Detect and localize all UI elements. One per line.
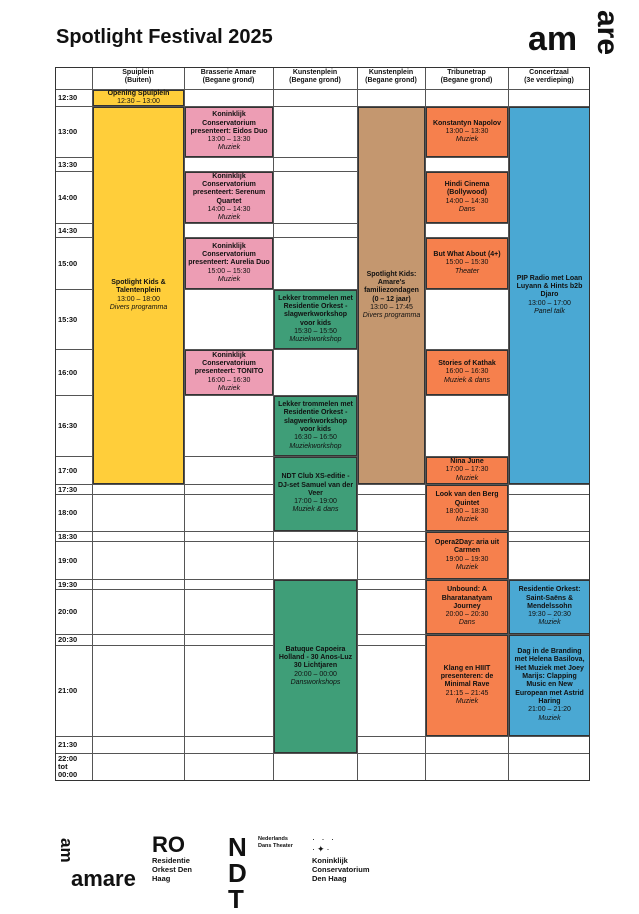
event-block xyxy=(185,107,273,157)
event-category: Muziek xyxy=(455,474,479,482)
event-time: 13:00 – 18:00 xyxy=(117,295,160,303)
page-title: Spotlight Festival 2025 xyxy=(56,26,273,48)
time-label: 15:00 xyxy=(58,258,78,268)
event-block xyxy=(426,238,508,289)
event-category: Muziek xyxy=(217,384,241,392)
event-category: Muziek xyxy=(455,516,479,524)
column-header-location: (Buiten) xyxy=(124,77,152,84)
column-header-name: Tribunetrap xyxy=(447,69,486,76)
event-block xyxy=(426,532,508,579)
column-header xyxy=(273,69,357,89)
event-time: 18:00 – 18:30 xyxy=(445,508,489,515)
time-label: 18:30 xyxy=(58,531,78,541)
event-category: Muziekworkshop xyxy=(289,336,342,344)
column-header xyxy=(92,69,184,89)
event-time: 20:00 – 00:00 xyxy=(294,670,337,678)
event-time: 21:15 – 21:45 xyxy=(445,689,489,697)
ndt-text: Nederlands Dans Theater xyxy=(258,836,293,849)
event-time: 19:00 – 19:30 xyxy=(445,555,489,563)
column-header-name: Spuiplein xyxy=(122,69,154,76)
event-time: 15:00 – 15:30 xyxy=(207,267,251,275)
event-title: Konstantyn Napolov xyxy=(432,119,502,127)
event-title: PIP Radio met Loan Luyann & Hints b2b Djaro xyxy=(516,274,583,299)
event-block xyxy=(274,290,357,349)
event-time: 16:00 – 16:30 xyxy=(207,376,251,384)
event-block xyxy=(185,238,273,289)
event-category: Muziek xyxy=(455,563,479,571)
event-time: 13:00 – 17:00 xyxy=(528,299,571,307)
time-label: 16:00 xyxy=(58,367,78,377)
event-title: Nina June xyxy=(450,458,484,466)
time-label: 12:30 xyxy=(58,93,78,102)
event-time: 12:30 – 13:00 xyxy=(117,98,160,105)
event-category: Dans xyxy=(458,619,476,627)
time-label: 22:00 tot 00:00 xyxy=(58,754,78,779)
event-block xyxy=(426,457,508,484)
event-title: NDT Club XS-editie - DJ-set Samuel van der Veer xyxy=(277,473,354,497)
event-block xyxy=(358,107,425,484)
event-time: 19:30 – 20:30 xyxy=(528,611,571,619)
event-time: 16:30 – 16:50 xyxy=(294,434,337,442)
event-category: Muziek xyxy=(455,136,479,144)
time-label: 19:30 xyxy=(58,579,78,589)
time-label: 13:00 xyxy=(58,127,78,136)
event-block xyxy=(426,107,508,157)
event-category: Dans xyxy=(458,205,476,213)
event-block xyxy=(93,107,184,484)
column-header-location: (Begane grond) xyxy=(440,77,493,84)
event-title: Koninklijk Conservatorium presenteert: Eidos Duo xyxy=(190,111,268,135)
event-time: 15:00 – 15:30 xyxy=(445,259,489,267)
time-label: 14:30 xyxy=(58,225,78,235)
event-category: Muziek xyxy=(217,275,241,283)
column-header-name: Kunstenplein xyxy=(368,69,414,76)
event-category: Theater xyxy=(454,267,480,275)
event-time: 15:30 – 15:50 xyxy=(294,327,337,335)
svg-text:am: am xyxy=(528,20,578,58)
event-title: Koninklijk Conservatorium presenteert: TONITO xyxy=(194,351,264,376)
event-title: Residentie Orkest: Saint-Saëns & Mendelssohn xyxy=(518,586,581,610)
event-time: 13:00 – 13:30 xyxy=(445,127,489,135)
event-category: Divers programma xyxy=(362,312,421,320)
event-time: 13:00 – 13:30 xyxy=(207,136,251,144)
event-title: Spotlight Kids & Talentenplein xyxy=(111,278,166,295)
event-category: Muziek xyxy=(217,214,241,222)
event-time: 17:00 – 19:00 xyxy=(294,498,337,506)
event-block xyxy=(274,396,357,456)
event-title: Koninklijk Conservatorium presenteert: Serenum Quartet xyxy=(192,172,266,205)
time-label: 13:30 xyxy=(58,159,78,169)
event-category: Muziekworkshop xyxy=(289,442,342,450)
event-title: Lekker trommelen met Residentie Orkest - slagwerkworkshop voor kids xyxy=(278,294,353,327)
event-category: Muziek xyxy=(538,619,561,627)
column-header-location: (3e verdieping) xyxy=(524,77,574,84)
ndt-mark: NDT xyxy=(228,832,248,914)
event-category: Muziek & dans xyxy=(292,506,339,514)
row-divider xyxy=(55,753,590,754)
event-block xyxy=(274,457,357,531)
event-block xyxy=(509,635,590,736)
row-divider xyxy=(55,531,590,532)
event-title: Lekker trommelen met Residentie Orkest - slagwerkworkshop voor kids xyxy=(278,401,353,433)
event-block xyxy=(185,350,273,395)
svg-text:amare: amare xyxy=(71,866,136,891)
event-category: Muziek xyxy=(217,144,241,152)
event-block xyxy=(426,350,508,395)
footer-logo-amare xyxy=(57,834,136,891)
time-label: 21:00 xyxy=(58,686,78,695)
event-block xyxy=(426,580,508,634)
svg-text:are: are xyxy=(591,10,624,56)
crown-icon: · · · ·✦· xyxy=(312,834,336,854)
event-title: Spotlight Kids: Amare's familiezondagen (0 – 12 jaar) xyxy=(364,270,419,303)
column-header-name: Brasserie Amare xyxy=(200,69,257,76)
event-time: 14:00 – 14:30 xyxy=(207,205,251,213)
time-label: 19:00 xyxy=(58,555,78,565)
time-label: 17:30 xyxy=(58,484,78,494)
event-block xyxy=(93,90,184,106)
time-label: 20:00 xyxy=(58,607,78,616)
event-time: 14:00 – 14:30 xyxy=(445,197,489,205)
column-header-location: (Begane grond) xyxy=(202,77,255,84)
event-title: Unbound: A Bharatanatyam Journey xyxy=(441,586,493,610)
time-label: 20:30 xyxy=(58,635,78,644)
amare-footer-icon xyxy=(57,834,136,891)
event-title: Dag in de Branding met Helena Basilova, Het Muziek met Joey Marijs: Clapping Music en New European met Astrid Haring xyxy=(514,648,585,705)
event-time: 20:00 – 20:30 xyxy=(445,611,489,619)
column-header xyxy=(425,69,508,89)
event-time: 13:00 – 17:45 xyxy=(370,303,413,311)
svg-text:am: am xyxy=(57,838,76,863)
conservatorium-text: Koninklijk Conservatorium Den Haag xyxy=(312,856,370,883)
footer-logo-residentie-orkest xyxy=(152,834,212,889)
footer-logo-ndt xyxy=(228,832,298,914)
event-category: Divers programma xyxy=(109,303,168,311)
footer-logo-conservatorium xyxy=(312,834,392,889)
ro-text: Residentie Orkest Den Haag xyxy=(152,856,193,883)
event-title: Koninklijk Conservatorium presenteert: Aurelia Duo xyxy=(188,242,270,267)
column-header xyxy=(357,69,425,89)
event-title: Klang en HIIIT presenteren: de Minimal Rave xyxy=(440,664,494,689)
event-category: Dansworkshops xyxy=(290,678,341,686)
event-category: Muziek xyxy=(455,697,479,705)
column-header-location: (Begane grond) xyxy=(289,77,341,84)
event-title: Batuque Capoeira Holland - 30 Anos-Luz 30 Lichtjaren xyxy=(278,645,353,670)
row-divider xyxy=(55,541,590,542)
event-time: 16:00 – 16:30 xyxy=(445,368,489,376)
event-title: Look van den Berg Quintet xyxy=(435,491,499,507)
event-block xyxy=(509,580,590,634)
event-block xyxy=(274,580,357,753)
column-header xyxy=(184,69,273,89)
event-category: Panel talk xyxy=(534,307,565,315)
time-label: 21:30 xyxy=(58,740,78,749)
ro-mark: RO xyxy=(152,832,185,857)
time-label: 17:00 xyxy=(58,465,78,475)
event-time: 17:00 – 17:30 xyxy=(445,466,489,474)
event-title: Stories of Kathak xyxy=(438,360,496,368)
time-label: 16:30 xyxy=(58,421,78,430)
event-title: Opening Spuiplein xyxy=(107,89,170,97)
column-header-name: Concertzaal xyxy=(529,69,569,76)
event-block xyxy=(426,485,508,531)
event-title: But What About (4+) xyxy=(433,251,501,259)
event-block xyxy=(185,172,273,223)
column-header-location: (Begane grond) xyxy=(365,77,417,84)
event-block xyxy=(426,172,508,223)
event-title: Opera2Day: aria uit Carmen xyxy=(434,538,500,555)
time-label: 18:00 xyxy=(58,508,78,517)
time-label: 15:30 xyxy=(58,314,78,324)
event-category: Muziek xyxy=(538,714,561,722)
event-block xyxy=(509,107,590,484)
column-header-name: Kunstenplein xyxy=(292,69,338,76)
event-category: Muziek & dans xyxy=(444,376,490,384)
time-label: 14:00 xyxy=(58,192,78,202)
column-header xyxy=(508,69,590,89)
event-time: 21:00 – 21:20 xyxy=(528,706,571,714)
event-block xyxy=(426,635,508,736)
event-title: Hindi Cinema (Bollywood) xyxy=(444,180,490,197)
